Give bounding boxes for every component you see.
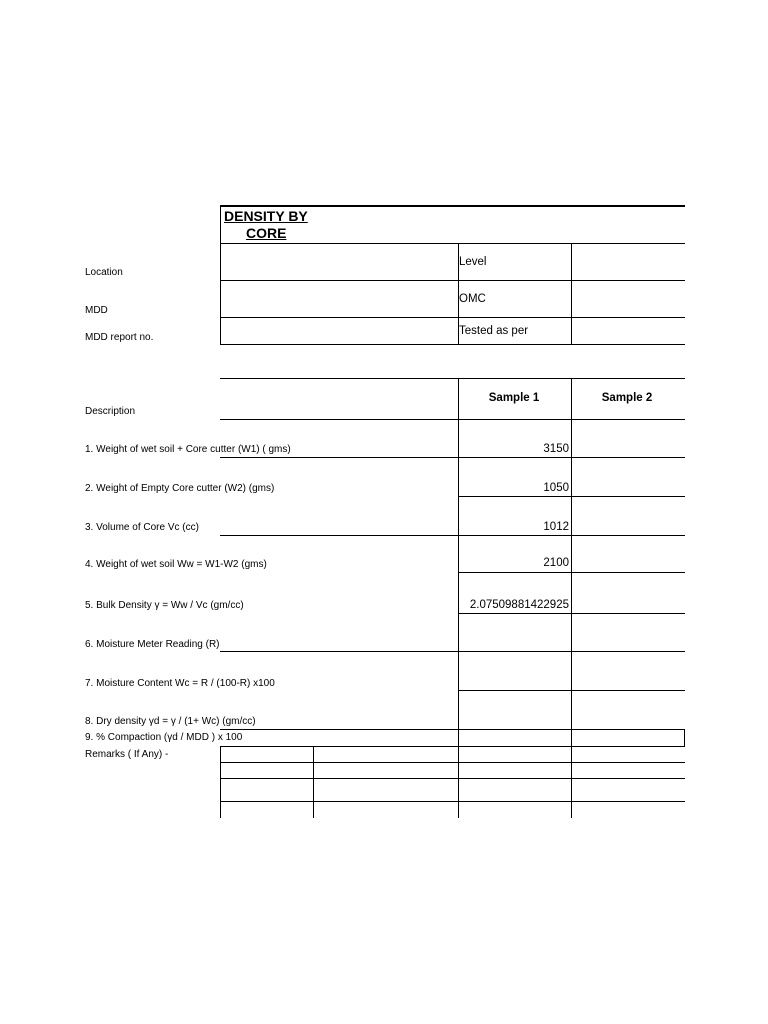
omc-label: OMC	[459, 293, 486, 305]
title-line-1: DENSITY BY	[224, 208, 308, 224]
row-label: 1. Weight of wet soil + Core cutter (W1) ( gms)	[85, 444, 291, 455]
sample-1-value: 3150	[543, 443, 569, 455]
info-line	[220, 243, 685, 244]
row-label: 8. Dry density γd = γ / (1+ Wc) (gm/cc)	[85, 716, 256, 727]
info-divider	[571, 243, 572, 344]
table-line	[220, 535, 685, 536]
row-label: 6. Moisture Meter Reading (R)	[85, 639, 220, 650]
table-line	[220, 651, 685, 652]
location-label: Location	[85, 267, 123, 278]
row-label: 9. % Compaction (γd / MDD ) x 100	[85, 732, 243, 743]
info-line	[220, 317, 685, 318]
title-left-border	[220, 205, 221, 345]
row-label: 7. Moisture Content Wc = R / (100-R) x100	[85, 678, 275, 689]
remarks-label: Remarks ( If Any) -	[85, 749, 169, 760]
sample-2-header: Sample 2	[601, 392, 653, 404]
row-label: 3. Volume of Core Vc (cc)	[85, 522, 199, 533]
table-divider	[684, 729, 685, 746]
info-line	[220, 344, 685, 345]
table-line	[220, 419, 685, 420]
table-divider	[571, 378, 572, 746]
row-label: 5. Bulk Density γ = Ww / Vc (gm/cc)	[85, 600, 244, 611]
table-line	[220, 746, 685, 747]
row-label: 4. Weight of wet soil Ww = W1-W2 (gms)	[85, 559, 267, 570]
remarks-divider	[220, 746, 221, 818]
description-label: Description	[85, 406, 136, 417]
table-line	[220, 457, 685, 458]
tested-as-per-label: Tested as per	[459, 325, 529, 337]
row-label: 2. Weight of Empty Core cutter (W2) (gms)	[85, 483, 275, 494]
remarks-divider	[313, 746, 314, 818]
mdd-label: MDD	[85, 305, 108, 316]
table-line	[220, 762, 685, 763]
page-title	[224, 208, 308, 242]
info-line	[220, 280, 685, 281]
remarks-divider	[571, 746, 572, 818]
table-line	[220, 778, 685, 779]
table-line	[220, 801, 685, 802]
title-line-2: CORE	[246, 225, 287, 241]
remarks-divider	[458, 746, 459, 818]
table-top-border	[220, 378, 685, 379]
sample-1-value: 1012	[543, 521, 569, 533]
level-label: Level	[459, 256, 487, 268]
table-line	[220, 729, 685, 730]
title-top-border	[220, 205, 685, 207]
mdd-report-label: MDD report no.	[85, 332, 154, 343]
sample-1-value: 1050	[543, 482, 569, 494]
sample-1-header: Sample 1	[488, 392, 540, 404]
sample-1-value: 2100	[543, 557, 569, 569]
sample-1-value: 2.07509881422925	[469, 599, 569, 611]
